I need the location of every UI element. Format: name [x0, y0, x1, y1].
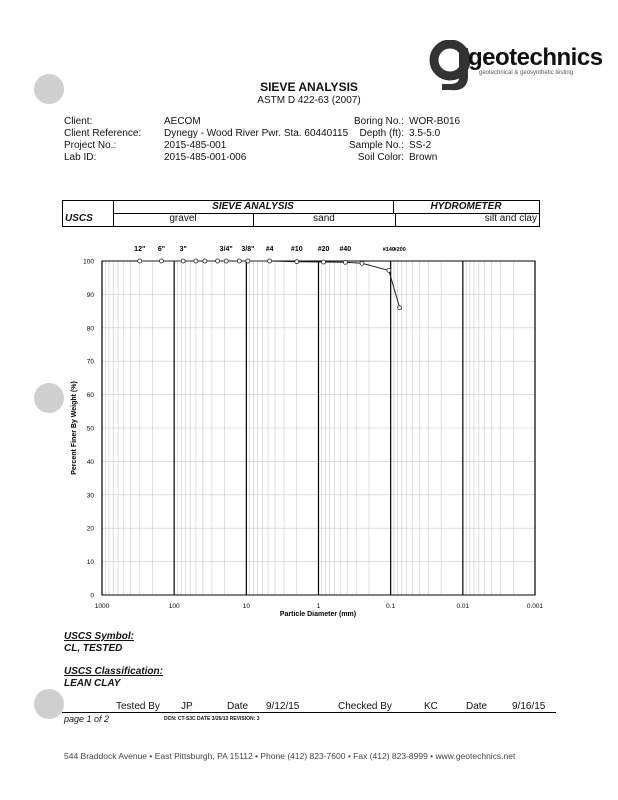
sieve-size-label: #140: [382, 247, 395, 253]
boring-no-value: WOR-B016: [409, 116, 461, 127]
y-tick-label: 100: [83, 258, 94, 266]
uscs-classification-value: LEAN CLAY: [64, 678, 121, 689]
sieve-size-label: 6": [157, 246, 166, 253]
data-point: [322, 260, 326, 264]
date-checked-label: Date: [466, 701, 488, 712]
sample-no-label: Sample No.:: [348, 140, 404, 151]
footer-address: 544 Braddock Avenue • East Pittsburgh, PA 15112 • Phone (412) 823-7600 • Fax (412) 823-8999 • www.geotechnics.net: [64, 751, 516, 761]
y-tick-label: 30: [86, 492, 94, 500]
y-tick-label: 0: [90, 592, 94, 600]
soil-color-label: Soil Color:: [357, 152, 404, 163]
client-label: Client:: [64, 116, 93, 127]
logo-brand-text: geotechnics: [468, 44, 603, 71]
client-reference-value: Dynegy - Wood River Pwr. Sta. 60440115: [164, 128, 349, 139]
sieve-size-label: 3/8": [241, 246, 255, 253]
data-point: [194, 259, 198, 263]
page-subtitle: ASTM D 422-63 (2007): [257, 95, 361, 106]
data-point: [343, 260, 347, 264]
sieve-size-label: #20: [317, 246, 330, 253]
y-axis-label: Percent Finer By Weight (%): [71, 381, 78, 475]
y-tick-label: 50: [86, 425, 94, 433]
uscs-symbol-label: USCS Symbol:: [64, 631, 135, 642]
sieve-size-label: 3/4": [219, 246, 233, 253]
data-point: [360, 261, 364, 265]
sand-label: sand: [313, 213, 335, 224]
x-tick-label: 1000: [94, 603, 110, 610]
y-tick-label: 60: [86, 392, 94, 400]
tested-by-value: JP: [181, 701, 193, 712]
sieve-size-label: #200: [393, 247, 406, 253]
client-value: AECOM: [164, 116, 201, 127]
lab-id-label: Lab ID:: [64, 152, 97, 163]
data-point: [224, 259, 228, 263]
data-point: [398, 306, 402, 310]
uscs-classification-table: [62, 200, 540, 227]
y-tick-label: 80: [86, 325, 94, 333]
x-tick-label: 100: [168, 603, 180, 610]
punch-hole-bottom: [34, 689, 64, 719]
data-point: [268, 259, 272, 263]
project-no-label: Project No.:: [64, 140, 117, 151]
boring-no-label: Boring No.:: [353, 116, 404, 127]
y-tick-label: 70: [86, 358, 94, 366]
x-tick-label: 0.01: [456, 603, 470, 610]
sample-no-value: SS-2: [409, 140, 432, 151]
data-point: [216, 259, 220, 263]
y-tick-label: 40: [86, 458, 94, 466]
page-number: page 1 of 2: [64, 714, 110, 724]
signoff-rule: [62, 712, 556, 713]
y-tick-label: 20: [86, 525, 94, 533]
hydrometer-header: HYDROMETER: [430, 201, 502, 212]
sieve-analysis-header: SIEVE ANALYSIS: [212, 201, 294, 212]
silt-clay-label: silt and clay: [484, 213, 537, 224]
data-point: [138, 259, 142, 263]
x-tick-label: 0.1: [386, 603, 396, 610]
gradation-curve: [140, 261, 400, 308]
x-tick-label: 10: [242, 603, 250, 610]
document-code: DCN: CT-S3C DATE 3/26/13 REVISION: 3: [164, 716, 260, 722]
y-tick-label: 10: [86, 559, 94, 567]
logo-tagline: geotechnical & geosynthetic testing: [479, 70, 574, 76]
data-point: [295, 260, 299, 264]
date-tested-value: 9/12/15: [266, 701, 300, 712]
uscs-classification-label: USCS Classification:: [64, 666, 163, 677]
soil-color-value: Brown: [409, 152, 438, 163]
lab-id-value: 2015-485-001-006: [164, 152, 247, 163]
sieve-size-label: #4: [265, 246, 274, 253]
data-point: [159, 259, 163, 263]
y-tick-label: 90: [86, 291, 94, 299]
x-tick-label: 1: [316, 603, 321, 610]
data-point: [237, 259, 241, 263]
date-checked-value: 9/16/15: [512, 701, 546, 712]
sieve-size-label: #40: [339, 246, 352, 253]
uscs-symbol-value: CL, TESTED: [64, 643, 123, 654]
client-reference-label: Client Reference:: [64, 128, 142, 139]
uscs-label: USCS: [65, 213, 93, 224]
depth-label: Depth (ft):: [359, 128, 404, 139]
data-point: [246, 259, 250, 263]
checked-by-value: KC: [424, 701, 438, 712]
date-label: Date: [227, 701, 249, 712]
sieve-size-label: 12": [134, 246, 146, 253]
x-tick-label: 0.001: [526, 603, 544, 610]
data-point: [387, 268, 391, 272]
project-no-value: 2015-485-001: [164, 140, 227, 151]
data-point: [203, 259, 207, 263]
tested-by-label: Tested By: [116, 701, 160, 712]
x-axis-label: Particle Diameter (mm): [279, 611, 357, 618]
data-point: [181, 259, 185, 263]
sieve-size-label: #10: [290, 246, 303, 253]
depth-value: 3.5-5.0: [409, 128, 441, 139]
checked-by-label: Checked By: [338, 701, 392, 712]
gravel-label: gravel: [169, 213, 197, 224]
sieve-analysis-chart: [0, 235, 618, 625]
sieve-size-label: 3": [179, 246, 187, 253]
page-title: SIEVE ANALYSIS: [260, 80, 358, 94]
